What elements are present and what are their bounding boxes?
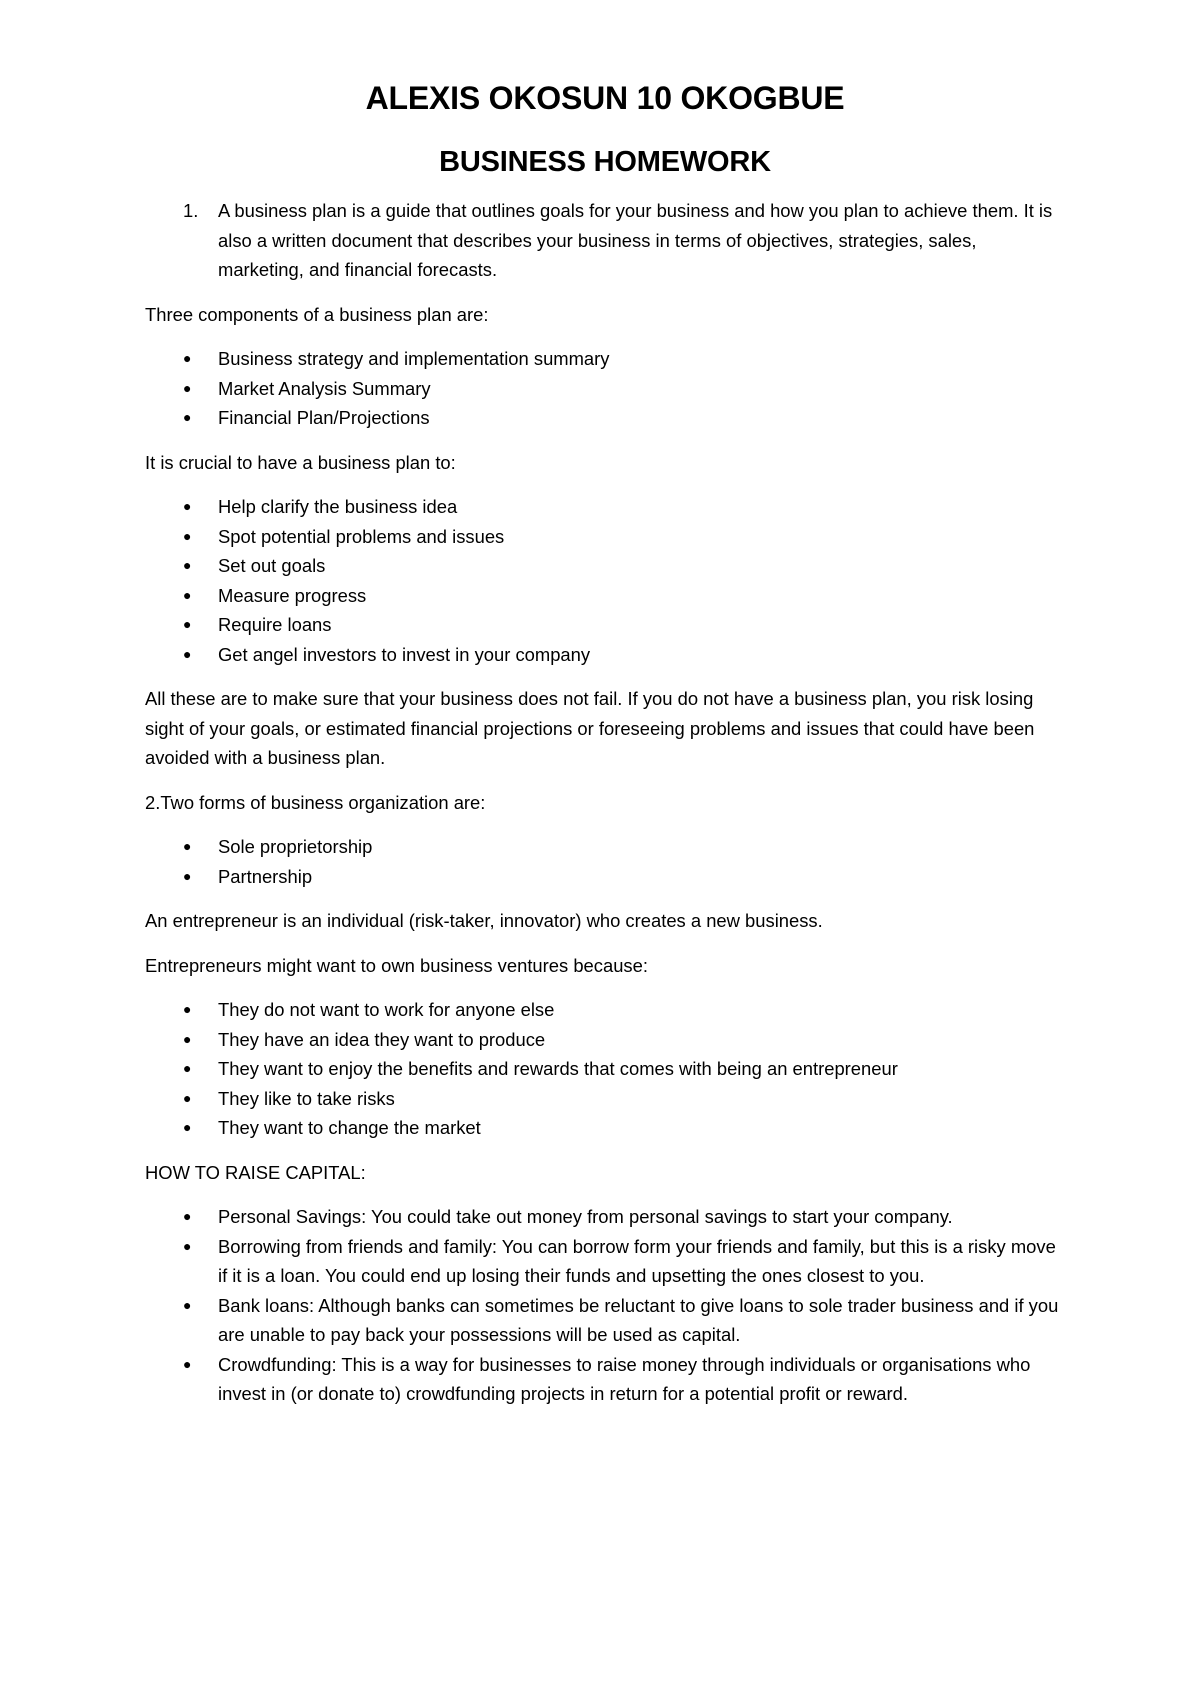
list-item: [145, 1291, 1065, 1350]
list-item-text: Measure progress: [218, 584, 367, 606]
list-item: [145, 1025, 1065, 1055]
forms-list: [145, 832, 1065, 891]
question-2-intro: 2.Two forms of business organization are:: [145, 791, 486, 813]
bullet-icon: ●: [183, 867, 192, 884]
list-item: [145, 344, 1065, 374]
list-item: [145, 1054, 1065, 1084]
components-intro: Three components of a business plan are:: [145, 303, 489, 325]
bullet-icon: ●: [183, 1001, 192, 1017]
bullet-icon: ●: [183, 498, 192, 514]
bullet-icon: ●: [183, 645, 192, 662]
question-1-list: [145, 196, 1065, 285]
list-item: [145, 640, 1065, 670]
list-item: [145, 581, 1065, 611]
list-item: [145, 551, 1065, 581]
list-item-text: Require loans: [218, 614, 332, 635]
document-title: ALEXIS OKOSUN 10 OKOGBUE: [365, 80, 845, 116]
bullet-icon: ●: [183, 586, 192, 603]
question-1-text: A business plan is a guide that outlines goals for your business and how you plan to achieve them. It is also a written document that describes your business in terms of objectives, strategies, sales, marketing, and financial forecasts.: [218, 200, 1053, 280]
list-item: [145, 610, 1065, 640]
list-item-text: Help clarify the business idea: [218, 496, 458, 517]
components-list: [145, 344, 1065, 433]
list-item-text: Spot potential problems and issues: [218, 525, 505, 547]
capital-list: [145, 1202, 1065, 1409]
list-item: [145, 832, 1065, 862]
list-item-text: They have an idea they want to produce: [218, 1028, 546, 1050]
list-item: [145, 1232, 1065, 1291]
bullet-icon: ●: [183, 1119, 192, 1135]
document-body: [145, 196, 1065, 1409]
list-item: [145, 1202, 1065, 1232]
list-item: [145, 522, 1065, 552]
list-item-text: Personal Savings: You could take out money from personal savings to start your company.: [218, 1206, 953, 1227]
list-item: [145, 403, 1065, 433]
list-item: [145, 1350, 1065, 1409]
bullet-icon: ●: [183, 527, 192, 544]
bullet-icon: ●: [183, 1089, 192, 1106]
reasons-intro: Entrepreneurs might want to own business ventures because:: [145, 954, 648, 976]
list-item-text: Market Analysis Summary: [218, 377, 431, 399]
list-item: [145, 1113, 1065, 1143]
list-item-text: Bank loans: Although banks can sometimes be reluctant to give loans to sole trader business and if you are unable to pay back your possessions will be used as capital.: [218, 1294, 1059, 1345]
list-item-text: Financial Plan/Projections: [218, 407, 430, 428]
list-item-text: Set out goals: [218, 555, 326, 576]
list-item-text: Partnership: [218, 865, 313, 887]
bullet-icon: ●: [183, 1237, 192, 1254]
list-item: [145, 374, 1065, 404]
list-item-text: Borrowing from friends and family: You can borrow form your friends and family, but this is a risky move if it is a loan. You could end up losing their funds and upsetting the ones closest to you.: [218, 1235, 1056, 1286]
crucial-list: [145, 492, 1065, 669]
bullet-icon: ●: [183, 838, 192, 854]
list-item-text: They like to take risks: [218, 1087, 395, 1109]
list-item-text: They do not want to work for anyone else: [218, 999, 555, 1020]
bullet-icon: ●: [183, 1208, 192, 1224]
bullet-icon: ●: [183, 409, 192, 425]
reasons-list: [145, 995, 1065, 1143]
bullet-icon: ●: [183, 350, 192, 366]
question-1-item: [145, 196, 1065, 285]
bullet-icon: ●: [183, 1060, 192, 1076]
list-item-text: Crowdfunding: This is a way for businesses to raise money through individuals or organisations who invest in (or donate to) crowdfunding projects in return for a potential profit or reward.: [218, 1353, 1031, 1404]
list-item-text: They want to change the market: [218, 1117, 481, 1138]
bullet-icon: ●: [183, 379, 192, 396]
bullet-icon: ●: [183, 616, 192, 632]
list-item: [145, 492, 1065, 522]
list-item: [145, 1084, 1065, 1114]
question-1-number: 1.: [183, 200, 199, 221]
document-page: [145, 78, 1065, 1424]
capital-heading: HOW TO RAISE CAPITAL:: [145, 1161, 366, 1183]
list-item-text: Business strategy and implementation summary: [218, 348, 610, 369]
fail-paragraph: All these are to make sure that your business does not fail. If you do not have a business plan, you risk losing sight of your goals, or estimated financial projections or foreseeing problems and issues that could have been avoided with a business plan.: [145, 688, 1035, 768]
list-item-text: They want to enjoy the benefits and rewards that comes with being an entrepreneur: [218, 1058, 898, 1079]
list-item: [145, 995, 1065, 1025]
bullet-icon: ●: [183, 1030, 192, 1047]
bullet-icon: ●: [183, 557, 192, 573]
list-item-text: Get angel investors to invest in your company: [218, 643, 591, 665]
list-item: [145, 862, 1065, 892]
bullet-icon: ●: [183, 1296, 192, 1313]
crucial-intro: It is crucial to have a business plan to:: [145, 451, 456, 473]
bullet-icon: ●: [183, 1355, 192, 1372]
entrepreneur-definition: An entrepreneur is an individual (risk-taker, innovator) who creates a new business.: [145, 910, 823, 931]
document-subtitle: BUSINESS HOMEWORK: [439, 146, 771, 178]
list-item-text: Sole proprietorship: [218, 836, 373, 857]
